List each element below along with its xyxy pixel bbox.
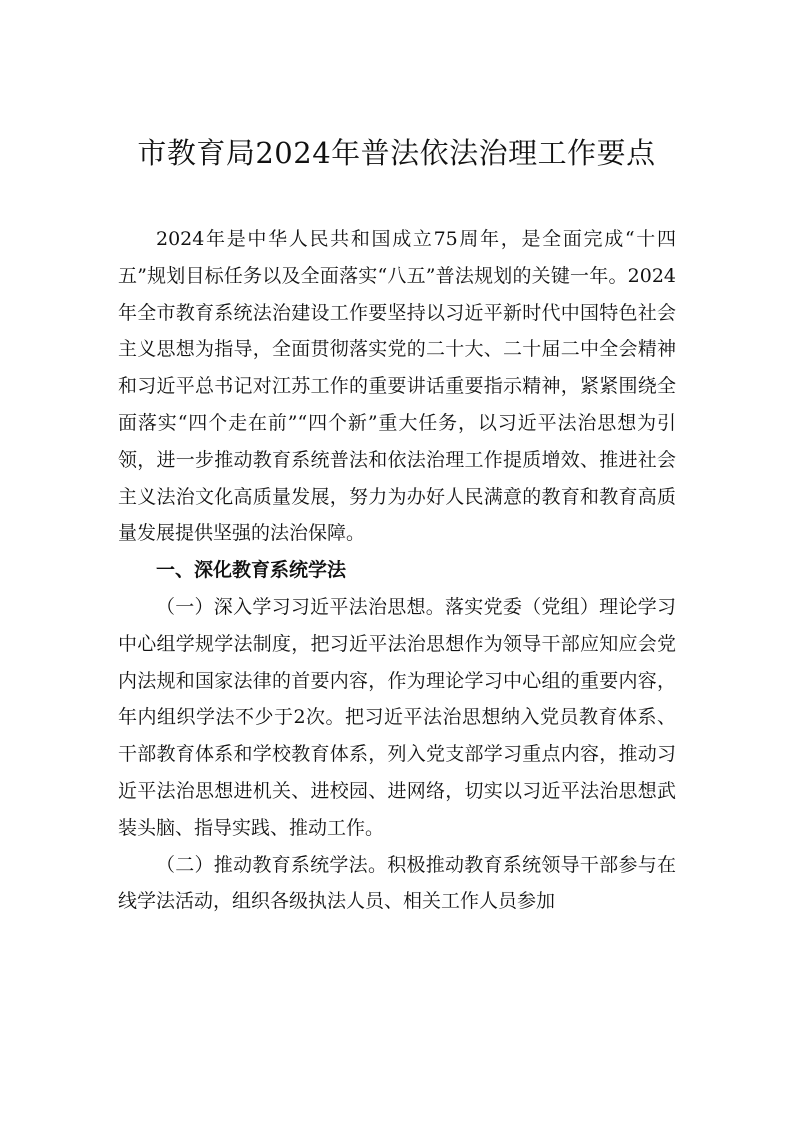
document-body <box>118 221 676 920</box>
paragraph-item-1 <box>118 589 676 847</box>
item-2-text: 积极推动教育系统领导干部参与在线学法活动，组织各级执法人员、相关工作人员参加 <box>118 853 676 913</box>
paragraph-item-2 <box>118 847 676 921</box>
item-1-text: 落实党委（党组）理论学习中心组学规学法制度，把习近平法治思想作为领导干部应知应会党内法规和国家法律的首要内容，作为理论学习中心组的重要内容，年内组织学法不少于2次。把习近平法治思想纳入党员教育体系、干部教育体系和学校教育体系，列入党支部学习重点内容，推动习近平法治思想进机关、进校园、进网络，切实以习近平法治思想武装头脑、指导实践、推动工作。 <box>118 595 676 839</box>
item-2-lead: （二）推动教育系统学法。 <box>156 853 388 876</box>
item-1-lead: （一）深入学习习近平法治思想。 <box>156 595 446 618</box>
intro-paragraph: 2024年是中华人民共和国成立75周年，是全面完成“十四五”规划目标任务以及全面落实“八五”普法规划的关键一年。2024年全市教育系统法治建设工作要坚持以习近平新时代中国特色社会主义思想为指导，全面贯彻落实党的二十大、二十届二中全会精神和习近平总书记对江苏工作的重要讲话重要指示精神，紧紧围绕全面落实“四个走在前”“四个新”重大任务，以习近平法治思想为引领，进一步推动教育系统普法和依法治理工作提质增效、推进社会主义法治文化高质量发展，努力为办好人民满意的教育和教育高质量发展提供坚强的法治保障。 <box>118 228 676 545</box>
document-title: 市教育局2024年普法依法治理工作要点 <box>137 136 656 170</box>
section-heading: 一、深化教育系统学法 <box>156 559 347 582</box>
